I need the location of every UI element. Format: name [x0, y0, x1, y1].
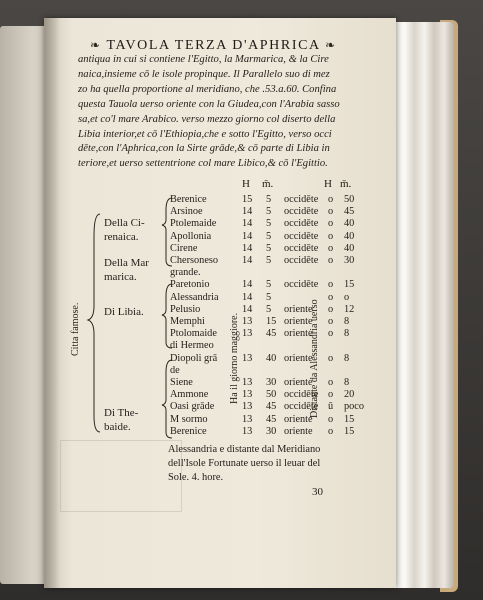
- hours-value: 13: [242, 328, 253, 340]
- minutes-value: 5: [266, 255, 272, 266]
- distance-hours: o: [328, 316, 334, 327]
- distance-minutes: 12: [344, 303, 355, 315]
- region-label: Di The- baide.: [104, 407, 139, 433]
- distance-minutes: 40: [344, 218, 355, 230]
- distance-hours: o: [328, 218, 334, 230]
- region-label: Della Mar marica.: [104, 257, 149, 283]
- distance-hours: o: [328, 255, 334, 266]
- minutes-value: 5: [266, 291, 272, 303]
- city-name: Berenice: [170, 194, 207, 205]
- distance-hours: o: [328, 194, 334, 205]
- hours-value: 14: [242, 218, 253, 230]
- distance-minutes: 50: [344, 194, 355, 205]
- distance-minutes: 15: [344, 413, 355, 425]
- region-label: Della Ci- renaica.: [104, 217, 145, 243]
- direction-value: occidēte: [284, 218, 319, 230]
- brace-lines: [78, 196, 178, 442]
- side-label-right: Distante da Alessandria uerso: [309, 299, 320, 418]
- city-name: Paretonio: [170, 279, 210, 291]
- minutes-value: 30: [266, 425, 277, 437]
- hours-value: 14: [242, 291, 253, 303]
- city-name: Diopoli grā: [170, 352, 218, 364]
- city-name: Chersoneso: [170, 255, 219, 266]
- direction-value: occidēte: [284, 194, 319, 205]
- paragraph-line: zo ha quella proportione al meridiano, che .53.a.60. Confina: [78, 83, 337, 95]
- paragraph-line: antiqua in cui si contiene l'Egitto, la Marmarica, & la Cire: [78, 54, 329, 65]
- footer-line: Sole. 4. hore.: [168, 472, 224, 483]
- city-name: Oasi grāde: [170, 401, 215, 413]
- city-name: Cirene: [170, 242, 198, 254]
- hours-value: 13: [242, 425, 253, 437]
- distance-hours: o: [328, 389, 334, 401]
- direction-value: occidēte: [284, 242, 319, 254]
- distance-hours: o: [328, 352, 334, 364]
- distance-minutes: 40: [344, 242, 355, 254]
- distance-minutes: 8: [344, 328, 350, 340]
- city-name: Ptolemaide: [170, 218, 217, 230]
- paragraph-line: naica,insieme cō le isole propinque. Il Parallelo suo di mez: [78, 68, 330, 80]
- show-through: [60, 440, 182, 512]
- paragraph-line: dēte,con l'Aphrica,con la Sirte grāde,& cō parte di Libia in: [78, 143, 330, 155]
- hours-value: 14: [242, 242, 253, 254]
- page-heading: [90, 38, 390, 54]
- direction-value: oriente: [284, 303, 313, 315]
- hours-value: 13: [242, 413, 253, 425]
- side-label-middle: Ha il giorno maggiore.: [229, 312, 240, 404]
- distance-hours: o: [328, 303, 334, 315]
- intro-paragraph: [78, 53, 388, 172]
- city-name: Siene: [170, 377, 193, 388]
- minutes-value: 5: [266, 242, 272, 254]
- distance-minutes: 45: [344, 206, 355, 218]
- page-number: 30: [312, 486, 323, 498]
- city-name: Alessandria: [170, 291, 219, 303]
- paragraph-line: teriore,et uerso settentrione col mare Libico,& cō l'Egittio.: [78, 158, 328, 170]
- col-header-minutes: m̄.: [262, 178, 274, 190]
- distance-minutes: 8: [344, 316, 350, 327]
- direction-value: oriente: [284, 377, 313, 388]
- hours-value: 14: [242, 303, 253, 315]
- footer-note: [168, 443, 388, 485]
- distance-minutes: 40: [344, 230, 355, 242]
- page-gutter: [44, 18, 60, 588]
- distance-hours: o: [328, 291, 334, 303]
- distance-hours: o: [328, 377, 334, 388]
- minutes-value: 45: [266, 401, 277, 413]
- city-name: Ammone: [170, 389, 209, 401]
- direction-value: occidēte: [284, 401, 319, 413]
- col-header-minutes-2: m̄.: [340, 178, 352, 190]
- city-name: grande.: [170, 267, 201, 279]
- city-name: Apollonia: [170, 230, 212, 242]
- fleuron-icon: ❧: [325, 38, 337, 52]
- direction-value: oriente: [284, 352, 313, 364]
- page-stack-edge: [388, 22, 454, 588]
- distance-hours: o: [328, 413, 334, 425]
- direction-value: occidēte: [284, 255, 319, 266]
- minutes-value: 5: [266, 303, 272, 315]
- direction-value: oriente: [284, 425, 313, 437]
- minutes-value: 5: [266, 206, 272, 218]
- city-name: Pelusio: [170, 303, 201, 315]
- minutes-value: 40: [266, 352, 277, 364]
- hours-value: 13: [242, 401, 253, 413]
- distance-hours: o: [328, 242, 334, 254]
- city-name: di Hermeo: [170, 340, 214, 352]
- distance-minutes: 8: [344, 352, 350, 364]
- footer-line: Alessandria e distante dal Meridiano: [168, 444, 321, 455]
- hours-value: 13: [242, 316, 253, 327]
- minutes-value: 5: [266, 218, 272, 230]
- direction-value: occidēte: [284, 230, 319, 242]
- distance-hours: o: [328, 425, 334, 437]
- hours-value: 13: [242, 389, 253, 401]
- distance-minutes: 20: [344, 389, 355, 401]
- col-header-hours-2: H: [324, 178, 332, 190]
- distance-minutes: 8: [344, 377, 350, 388]
- col-header-hours: H: [242, 178, 250, 190]
- direction-value: occidēte: [284, 389, 319, 401]
- footer-line: dell'Isole Fortunate uerso il leuar del: [168, 458, 321, 469]
- minutes-value: 45: [266, 328, 277, 340]
- paragraph-line: questa Tauola uerso oriente con la Giudea,con l'Arabia sasso: [78, 98, 340, 110]
- distance-minutes: 30: [344, 255, 355, 266]
- direction-value: occidēte: [284, 279, 319, 291]
- distance-hours: ū: [328, 401, 334, 413]
- minutes-value: 15: [266, 316, 277, 327]
- fleuron-icon: ❧: [90, 38, 102, 52]
- minutes-value: 45: [266, 413, 277, 425]
- distance-minutes: 15: [344, 279, 355, 291]
- paragraph-line: sa,et co'l mare Arabico. verso mezzo giorno col diserto della: [78, 113, 336, 125]
- distance-hours: o: [328, 328, 334, 340]
- city-name: M sormo: [170, 413, 208, 425]
- distance-minutes: 15: [344, 425, 355, 437]
- hours-value: 13: [242, 352, 253, 364]
- hours-value: 14: [242, 230, 253, 242]
- city-name: de: [170, 364, 180, 376]
- minutes-value: 5: [266, 279, 272, 291]
- heading-title: TAVOLA TERZA D'APHRICA: [106, 38, 320, 53]
- distance-hours: o: [328, 279, 334, 291]
- hours-value: 15: [242, 194, 253, 205]
- city-name: Memphi: [170, 316, 205, 327]
- hours-value: 14: [242, 279, 253, 291]
- distance-minutes: o: [344, 291, 350, 303]
- minutes-value: 5: [266, 230, 272, 242]
- distance-minutes: poco: [344, 401, 365, 413]
- distance-hours: o: [328, 230, 334, 242]
- city-name: Ptolomaide: [170, 328, 217, 340]
- minutes-value: 30: [266, 377, 277, 388]
- distance-hours: o: [328, 206, 334, 218]
- direction-value: oriente: [284, 316, 313, 327]
- minutes-value: 50: [266, 389, 277, 401]
- side-label-outer: Citta famose.: [70, 302, 81, 356]
- hours-value: 13: [242, 377, 253, 388]
- city-name: Arsinoe: [170, 206, 203, 218]
- city-name: Berenice: [170, 425, 207, 437]
- hours-value: 14: [242, 255, 253, 266]
- region-label: Di Libia.: [104, 306, 144, 318]
- direction-value: occidēte: [284, 206, 319, 218]
- direction-value: oriente: [284, 328, 313, 340]
- direction-value: oriente: [284, 413, 313, 425]
- hours-value: 14: [242, 206, 253, 218]
- paragraph-line: Libia interior,et cō l'Ethiopia,che e sotto l'Egitto, verso occi: [78, 128, 332, 140]
- minutes-value: 5: [266, 194, 272, 205]
